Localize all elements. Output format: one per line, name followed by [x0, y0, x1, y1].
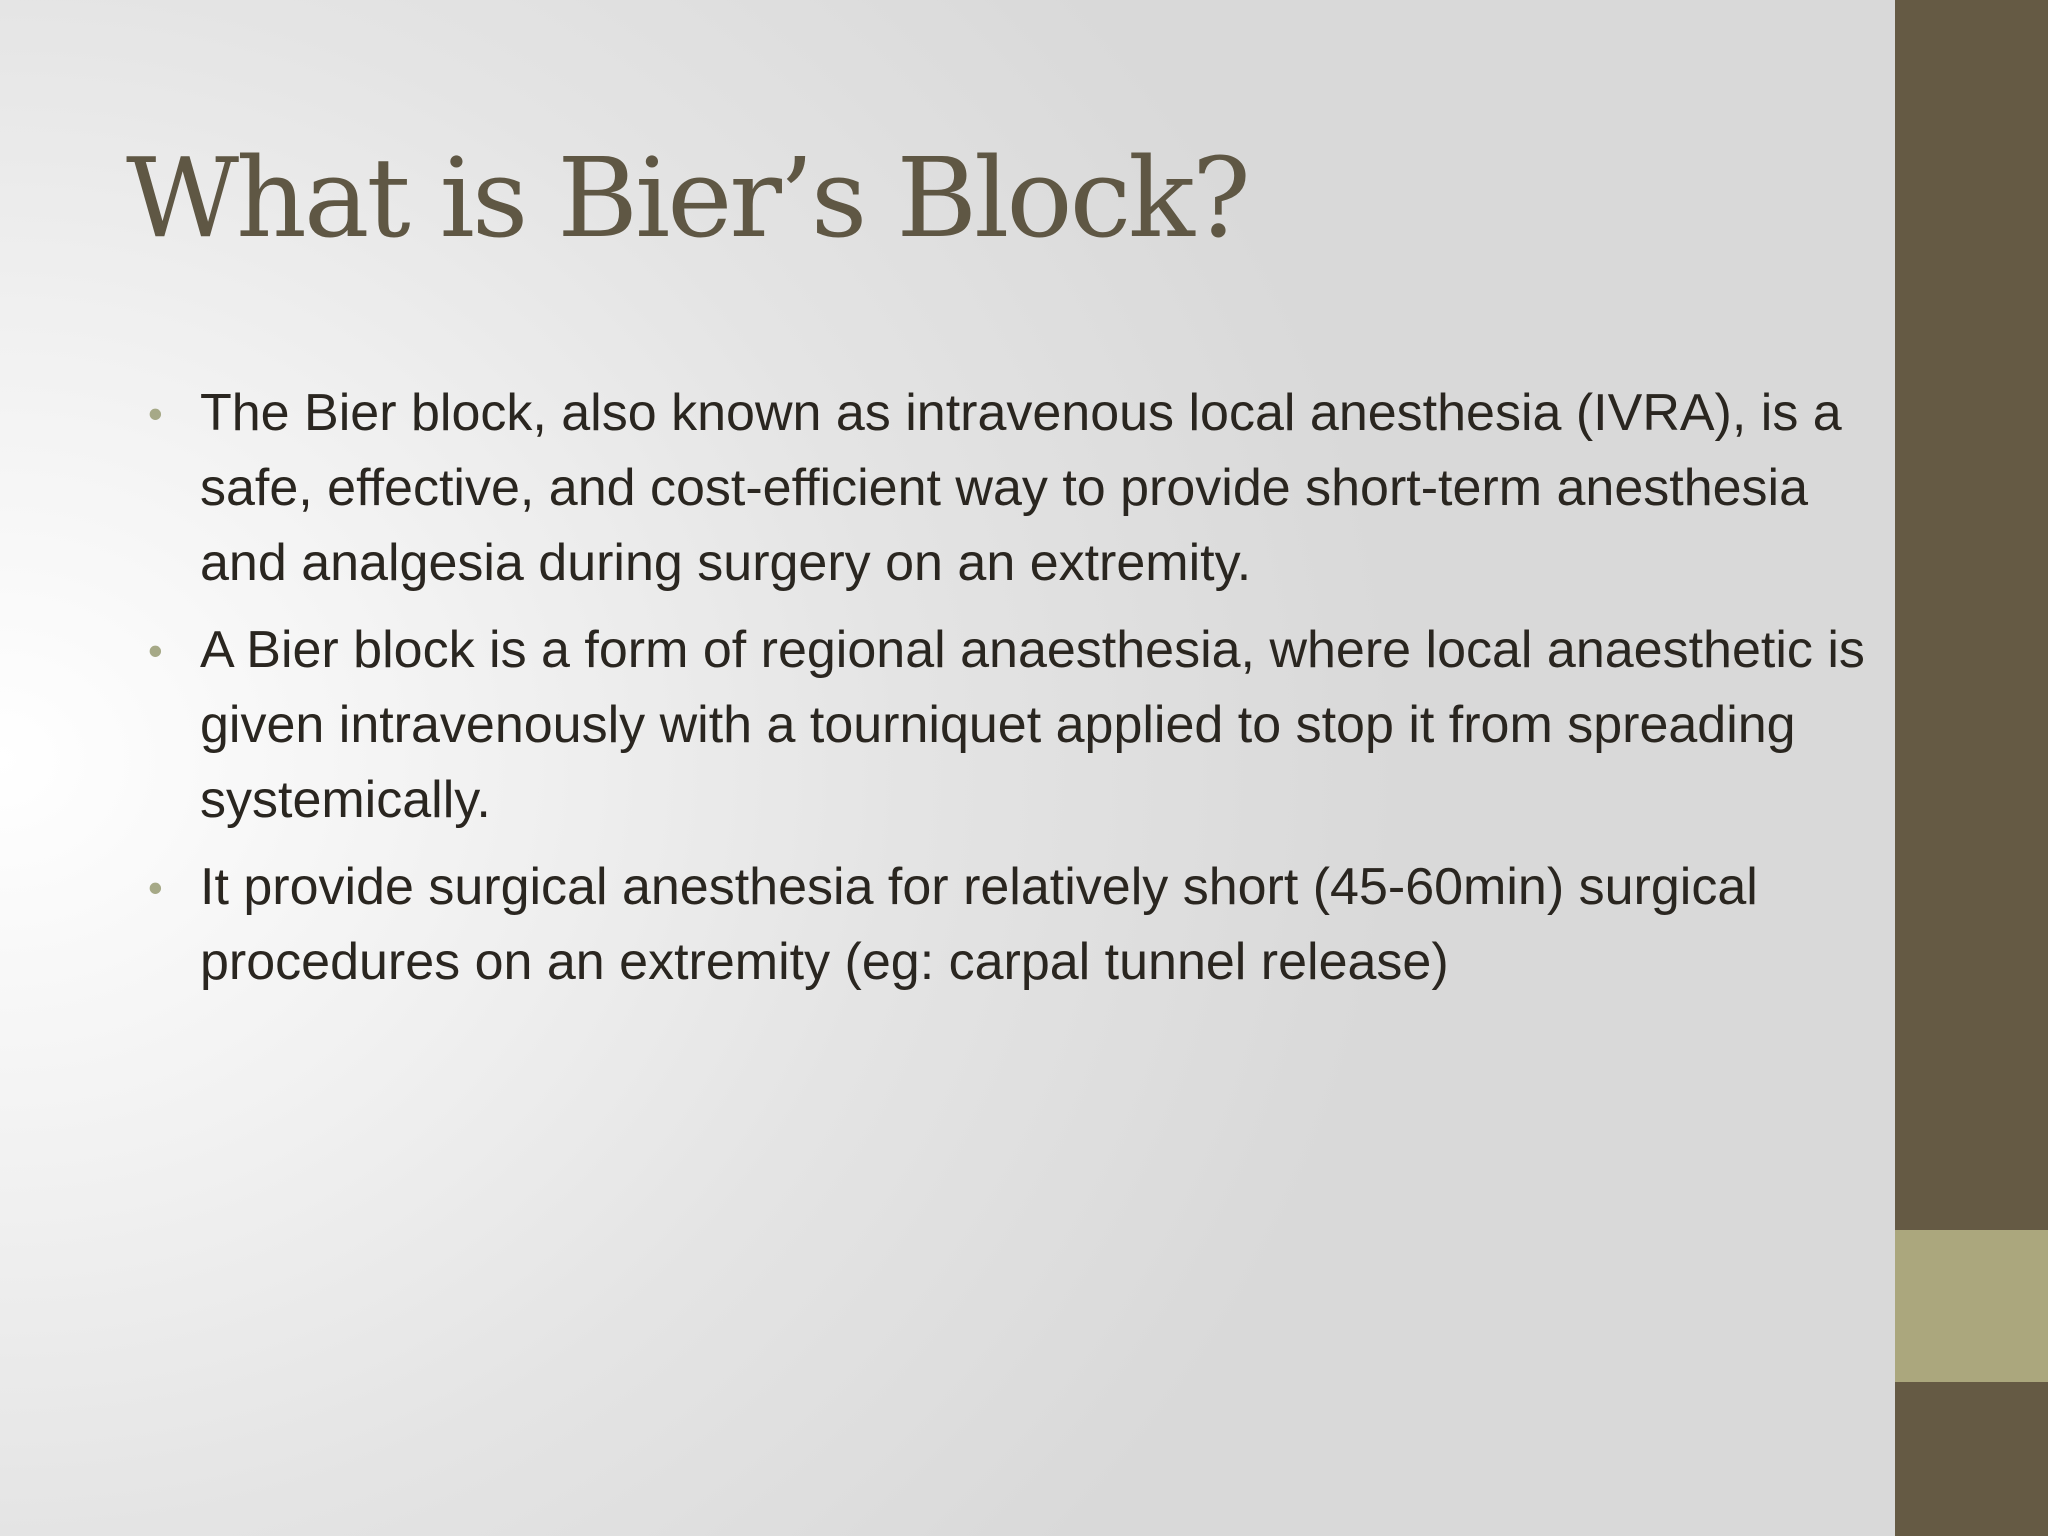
bullet-item [148, 850, 1888, 1000]
bullet-icon: • [148, 390, 163, 437]
bullet-text: It provide surgical anesthesia for relatively short (45-60min) surgical procedures on an extremity (eg: carpal tunnel release) [200, 858, 1758, 991]
bullet-text: A Bier block is a form of regional anaesthesia, where local anaesthetic is given intravenously with a tourniquet applied to stop it from spreading systemically. [200, 621, 1865, 829]
bullet-list [148, 376, 1888, 1012]
side-bar-accent [1895, 1230, 2048, 1382]
bullet-icon: • [148, 864, 163, 911]
bullet-item [148, 376, 1888, 601]
bullet-text: The Bier block, also known as intravenous local anesthesia (IVRA), is a safe, effective, and cost-efficient way to provide short-term anesthesia and analgesia during surgery on an extremity. [200, 384, 1842, 592]
bullet-item [148, 613, 1888, 838]
bullet-icon: • [148, 627, 163, 674]
slide-title: What is Bier’s Block? [126, 134, 1248, 262]
